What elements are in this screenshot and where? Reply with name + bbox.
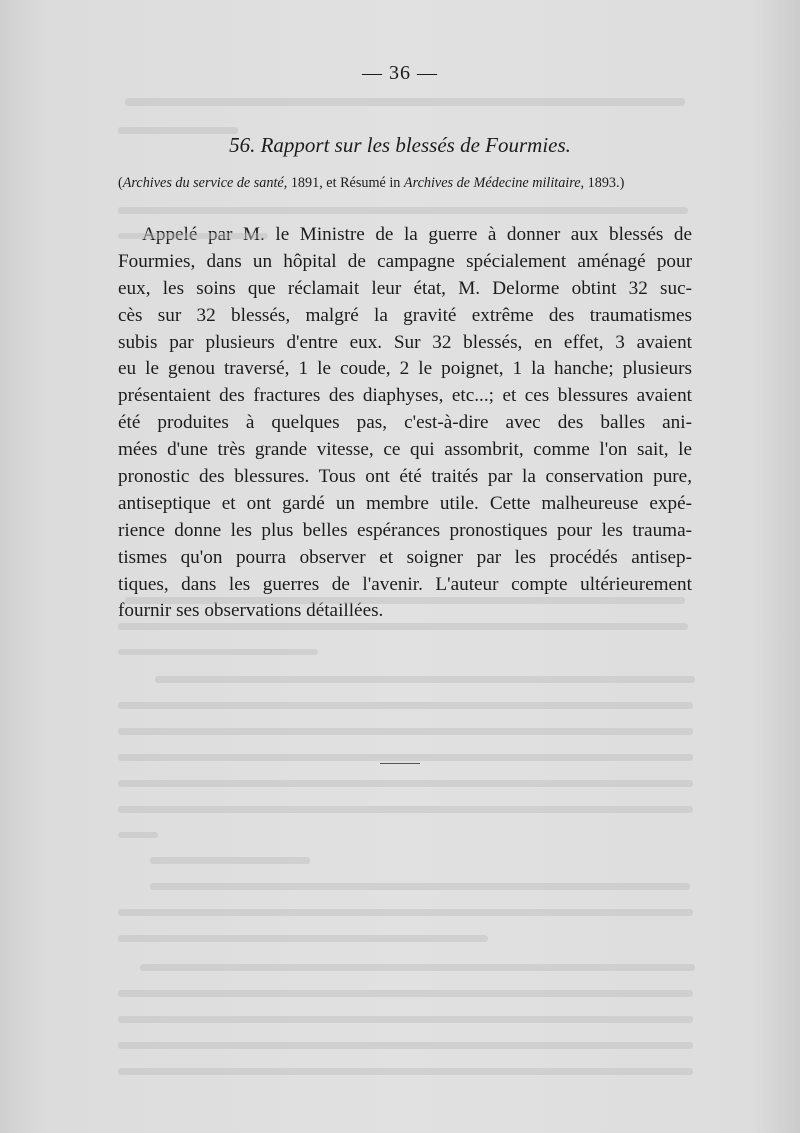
body-paragraph xyxy=(118,222,692,625)
body-line: tiques, dans les guerres de l'avenir. L'auteur compte ultérieurement xyxy=(118,573,692,595)
page-number: — 36 — xyxy=(362,62,438,84)
citation-year: 1893.) xyxy=(584,175,625,191)
section-number: 56. xyxy=(229,133,256,157)
body-line: subis par plusieurs d'entre eux. Sur 32 blessés, en effet, 3 avaient xyxy=(118,331,692,353)
body-line: Fourmies, dans un hôpital de campagne spécialement aménagé pour xyxy=(118,250,692,272)
body-line: pronostic des blessures. Tous ont été traités par la conservation pure, xyxy=(118,466,692,488)
body-line: antiseptique et ont gardé un membre utile. Cette malheureuse expé- xyxy=(118,492,692,514)
body-line: mées d'une très grande vitesse, ce qui assombrit, comme l'on sait, le xyxy=(118,439,692,461)
body-line: présentaient des fractures des diaphyses, etc...; et ces blessures avaient xyxy=(118,385,692,407)
section-divider xyxy=(380,763,420,764)
section-title xyxy=(0,133,800,158)
body-line: été produites à quelques pas, c'est-à-dire avec des balles ani- xyxy=(118,412,692,434)
citation-archive-name: Archives du service de santé, xyxy=(122,175,288,191)
citation-journal-name: Archives de Médecine militaire, xyxy=(403,175,585,191)
body-line: fournir ses observations détaillées. xyxy=(118,600,384,622)
section-title-text: Rapport sur les blessés de Fourmies. xyxy=(260,133,571,157)
body-line: rience donne les plus belles espérances pronostiques pour les trauma- xyxy=(118,519,692,541)
body-line: cès sur 32 blessés, malgré la gravité extrême des traumatismes xyxy=(118,304,692,326)
body-line: eux, les soins que réclamait leur état, M. Delorme obtint 32 suc- xyxy=(118,277,692,299)
body-line: Appelé par M. le Ministre de la guerre à donner aux blessés de xyxy=(142,224,692,245)
citation-year-resume: 1891, et Résumé in xyxy=(287,175,404,191)
citation-open-paren: ( xyxy=(118,175,123,191)
body-line: tismes qu'on pourra observer et soigner par les procédés antisep- xyxy=(118,546,692,568)
source-citation xyxy=(118,175,698,192)
body-line: eu le genou traversé, 1 le coude, 2 le poignet, 1 la hanche; plusieurs xyxy=(118,358,692,380)
